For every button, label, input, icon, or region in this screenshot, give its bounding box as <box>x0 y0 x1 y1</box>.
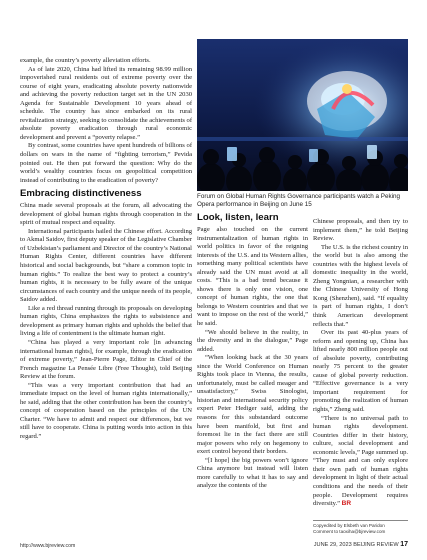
section-heading: Look, listen, learn <box>197 212 279 223</box>
paragraph: Chinese proposals, and then try to implement them,” he told Beijing Review. <box>313 218 408 243</box>
peking-opera-photo-illustration <box>197 39 408 191</box>
magazine-name: BEIJING REVIEW <box>353 542 399 548</box>
paragraph: By contrast, some countries have spent hundreds of billions of dollars on wars in the name of “fighting terrorism,” Pevida pointed out. He then put forward the question: Why do the world’s wealthy countries focus on geopolitical competition instead of contributing to the eradication of poverty? <box>20 142 192 184</box>
footer-url: http://www.bjreview.com <box>20 543 76 549</box>
paragraph-text: “There is no universal path to human rights development. Countries differ in their history, culture, social development and economic levels,” Page summed up. “They must and can only explore their own path of human rights development in light of their actual conditions and the needs of their people. Development requires diversity.” <box>313 414 408 508</box>
section-heading: Embracing distinctiveness <box>20 188 142 200</box>
paragraph: Over its past 40-plus years of reform and opening up, China has lifted nearly 800 million people out of absolute poverty, contributing nearly 75 percent to the greater cause of global poverty reduction. “Effective governance is a very important requirement for promoting the realization of human rights,” Zheng said. <box>313 329 408 414</box>
paragraph: “We should believe in the reality, in the diversity and in the dialogue,” Page added. <box>197 328 308 353</box>
paragraph: As of late 2020, China had lifted its remaining 98.99 million impoverished rural residents out of extreme poverty over the course of eight years, eradicating absolute poverty nationwide and achieving the poverty reduction target set in the UN 2030 Agenda for Sustainable Development 10 years ahead of schedule. The country has since embarked on its rural revitalization strategy, seeking to consolidate the achievements of absolute poverty eradication through rural economic development and prevent a “poverty relapse.” <box>20 65 192 141</box>
paragraph: The U.S. is the richest country in the world but is also among the countries with the highest levels of domestic inequality in the world, Zheng Yongnian, a researcher with the Chinese University of Hong Kong (Shenzhen), said. “If equality is part of human rights, I don’t think American development reflects that.” <box>313 243 408 328</box>
paragraph: “[I hope] the big powers won’t ignore China anymore but instead will listen more carefully to what it has to say and analyze the contents of the <box>197 456 308 490</box>
right-column <box>313 218 408 509</box>
paragraph <box>313 415 408 509</box>
paragraph: International participants hailed the Chinese effort. According to Akmal Saidov, first deputy speaker of the Legislative Chamber of Uzbekistan’s parliament and Director of the country’s National Human Rights Center, different countries have different historical and social backgrounds, but “share a common topic in human rights.” To realize the best way to protect a country’s human rights, it is necessary to be fully aware of the unique circumstances of each country and the unique needs of its people, Saidov added. <box>20 227 192 304</box>
left-column <box>20 57 192 442</box>
paragraph: example, the country’s poverty alleviation efforts. <box>20 57 151 64</box>
footer-issue-info <box>314 541 408 548</box>
paragraph: “When looking back at the 30 years since the World Conference on Human Rights took place in Vienna, the results, unfortunately, must be called meager and unsatisfactory,” Swiss Sinologist, historian and international security policy expert Peter Hediger said, adding the reasons for this substandard outcome have been manifold, but first and foremost lie in the fact there are still major powers who rely on hegemony to exert control beyond their borders. <box>197 354 308 456</box>
middle-column <box>197 212 308 491</box>
paragraph: China made several proposals at the forum, all advocating the development of global human rights through cooperation in the spirit of mutual respect and equality. <box>20 202 192 227</box>
comment-email: Comment to taoxiha@bjreview.com <box>313 529 386 535</box>
peking-opera-photo <box>197 39 408 191</box>
end-mark: BR <box>341 500 352 508</box>
paragraph: “China has played a very important role [in advancing international human rights], for example, through the eradication of extreme poverty,” Jean-Pierre Page, Editor in Chief of the French magazine La Pensée Libre (Free Thought), told Beijing Review at the forum. <box>20 338 192 381</box>
copyeditor-credit: Copyedited by Elsbeth van Paridon <box>313 523 385 528</box>
paragraph: Page also touched on the current instrumentalization of human rights in world politics in favor of the reigning interests of the U.S. and its Western allies, something many political scientists have already said the UN must avoid at all costs. “This is a bad trend because it shows there is only one vision, one concept of human rights, the one that belongs to Western countries and that we want to impose on the rest of the world,” he said. <box>197 226 308 328</box>
paragraph: Like a red thread running through its proposals on developing human rights, China emphasizes the rights to subsistence and development as primary human rights and upholds the belief that living a life of contentment is the ultimate human right. <box>20 304 192 338</box>
paragraph: “This was a very important contribution that had an immediate impact on the level of human rights internationally,” he said, adding that the other contribution has been the country’s concept of cooperation based on the principles of the UN Charter. “We have to admit and respect our differences, but we still have to cooperate. China is putting words into action in this regard.” <box>20 381 192 440</box>
credit-box <box>313 520 408 536</box>
photo-caption: Forum on Global Human Rights Governance participants watch a Peking Opera performance in Beijing on June 15 <box>197 193 401 208</box>
issue-date: JUNE 29, 2023 <box>313 542 352 548</box>
page-number: 17 <box>400 541 408 548</box>
